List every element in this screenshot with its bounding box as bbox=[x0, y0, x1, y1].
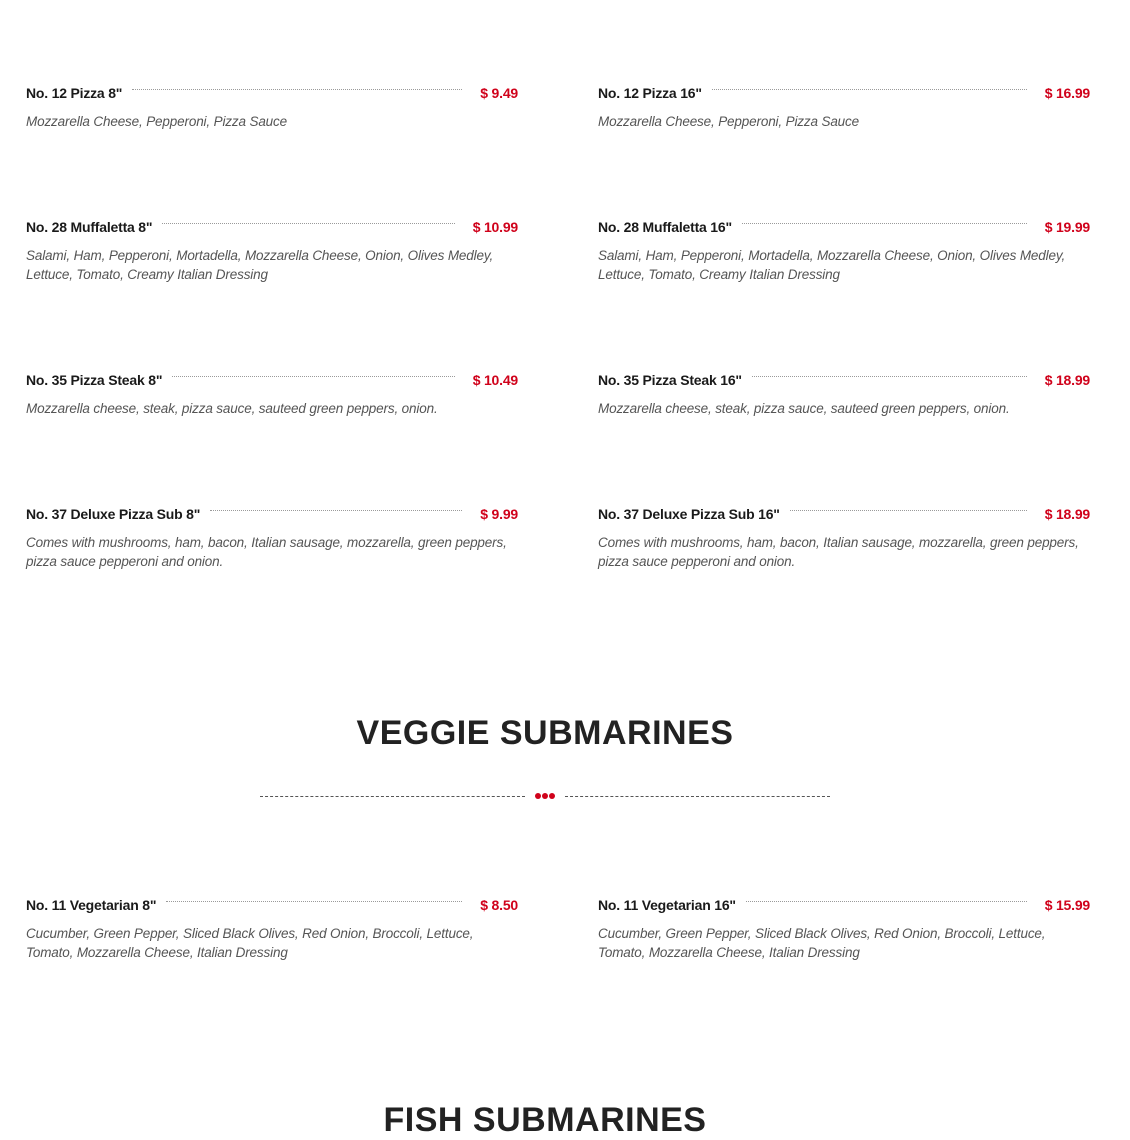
menu-item bbox=[598, 895, 1090, 962]
menu-item-name: No. 11 Vegetarian 8" bbox=[26, 897, 157, 913]
menu-item-header bbox=[598, 370, 1090, 390]
menu-item-name: No. 12 Pizza 8" bbox=[26, 85, 123, 101]
menu-item-description: Salami, Ham, Pepperoni, Mortadella, Mozzarella Cheese, Onion, Olives Medley, Lettuce, Tomato, Creamy Italian Dressing bbox=[26, 248, 494, 282]
menu-item bbox=[26, 83, 518, 131]
menu-item bbox=[598, 370, 1090, 418]
menu-item-header bbox=[26, 370, 518, 390]
menu-item-description: Comes with mushrooms, ham, bacon, Italian sausage, mozzarella, green peppers, pizza sauce pepperoni and onion. bbox=[26, 535, 507, 569]
menu-item-name: No. 35 Pizza Steak 8" bbox=[26, 372, 163, 388]
menu-item bbox=[598, 504, 1090, 571]
dotted-leader bbox=[742, 223, 1027, 224]
dotted-leader bbox=[712, 89, 1027, 90]
divider-line bbox=[260, 796, 525, 797]
menu-item-price: $ 16.99 bbox=[1044, 85, 1090, 101]
menu-item-price: $ 18.99 bbox=[1044, 372, 1090, 388]
menu-item bbox=[598, 217, 1090, 284]
menu-item-name: No. 28 Muffaletta 8" bbox=[26, 219, 153, 235]
dotted-leader bbox=[162, 223, 454, 224]
menu-item-price: $ 19.99 bbox=[1044, 219, 1090, 235]
dotted-leader bbox=[790, 510, 1027, 511]
section-title-fish: FISH SUBMARINES bbox=[383, 1101, 707, 1139]
menu-item-description: Mozzarella Cheese, Pepperoni, Pizza Sauce bbox=[26, 114, 287, 129]
menu-item-name: No. 11 Vegetarian 16" bbox=[598, 897, 736, 913]
menu-item bbox=[26, 895, 518, 962]
menu-item-name: No. 12 Pizza 16" bbox=[598, 85, 702, 101]
menu-item-price: $ 15.99 bbox=[1044, 897, 1090, 913]
section-divider bbox=[260, 791, 830, 801]
menu-item-description: Mozzarella cheese, steak, pizza sauce, sauteed green peppers, onion. bbox=[598, 401, 1010, 416]
menu-item-name: No. 37 Deluxe Pizza Sub 16" bbox=[598, 506, 780, 522]
dotted-leader bbox=[752, 376, 1027, 377]
menu-item-name: No. 35 Pizza Steak 16" bbox=[598, 372, 742, 388]
menu-item-description: Cucumber, Green Pepper, Sliced Black Olives, Red Onion, Broccoli, Lettuce, Tomato, Mozzarella Cheese, Italian Dressing bbox=[26, 926, 474, 960]
section-title-veggie: VEGGIE SUBMARINES bbox=[356, 714, 734, 752]
menu-item-header bbox=[598, 895, 1090, 915]
menu-item-price: $ 10.49 bbox=[472, 372, 518, 388]
menu-item-name: No. 28 Muffaletta 16" bbox=[598, 219, 732, 235]
menu-item-price: $ 10.99 bbox=[472, 219, 518, 235]
menu-item-description: Comes with mushrooms, ham, bacon, Italian sausage, mozzarella, green peppers, pizza sauce pepperoni and onion. bbox=[598, 535, 1079, 569]
dotted-leader bbox=[746, 901, 1027, 902]
dotted-leader bbox=[210, 510, 462, 511]
menu-item-price: $ 8.50 bbox=[480, 897, 518, 913]
dotted-leader bbox=[172, 376, 454, 377]
menu-item-header bbox=[26, 83, 518, 103]
menu-item-header bbox=[598, 504, 1090, 524]
menu-item-header bbox=[598, 217, 1090, 237]
dotted-leader bbox=[166, 901, 462, 902]
menu-item-price: $ 18.99 bbox=[1044, 506, 1090, 522]
menu-item-description: Mozzarella cheese, steak, pizza sauce, sauteed green peppers, onion. bbox=[26, 401, 438, 416]
menu-item bbox=[26, 217, 518, 284]
menu-item-price: $ 9.99 bbox=[480, 506, 518, 522]
menu-item-description: Salami, Ham, Pepperoni, Mortadella, Mozzarella Cheese, Onion, Olives Medley, Lettuce, Tomato, Creamy Italian Dressing bbox=[598, 248, 1066, 282]
dotted-leader bbox=[132, 89, 462, 90]
menu-item bbox=[26, 504, 518, 571]
menu-item bbox=[26, 370, 518, 418]
divider-dots-icon bbox=[535, 793, 555, 799]
menu-item-header bbox=[598, 83, 1090, 103]
menu-item bbox=[598, 83, 1090, 131]
menu-item-price: $ 9.49 bbox=[480, 85, 518, 101]
menu-item-description: Mozzarella Cheese, Pepperoni, Pizza Sauce bbox=[598, 114, 859, 129]
menu-item-header bbox=[26, 217, 518, 237]
menu-item-header bbox=[26, 895, 518, 915]
menu-item-header bbox=[26, 504, 518, 524]
menu-item-name: No. 37 Deluxe Pizza Sub 8" bbox=[26, 506, 201, 522]
menu-item-description: Cucumber, Green Pepper, Sliced Black Olives, Red Onion, Broccoli, Lettuce, Tomato, Mozzarella Cheese, Italian Dressing bbox=[598, 926, 1046, 960]
divider-line bbox=[565, 796, 830, 797]
